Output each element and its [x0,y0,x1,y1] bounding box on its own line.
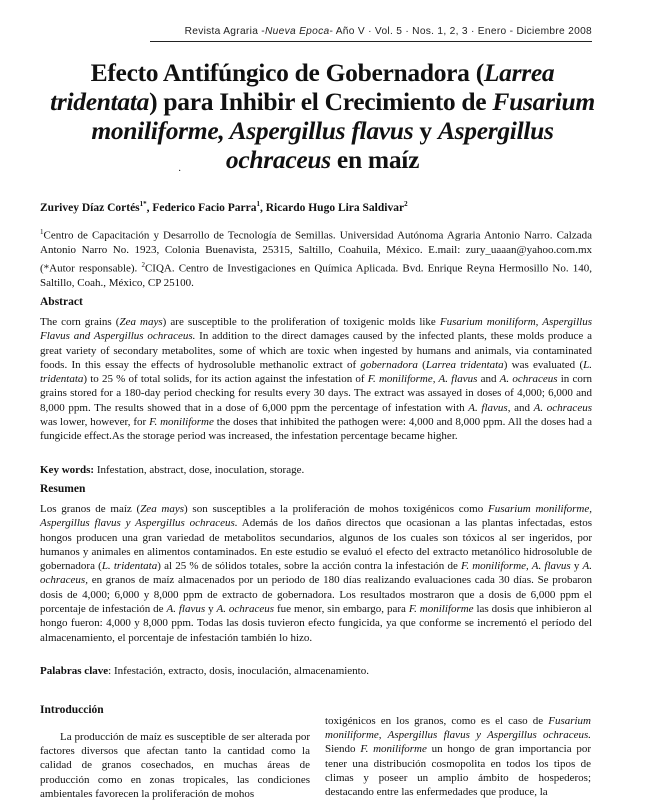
text-run: Zea mays [140,503,185,515]
text-run: F. moniliforme, A. flavus [367,373,478,386]
text-run: ) are susceptible to the proliferation of toxigenic molds like [162,316,440,328]
text-run: un hongo de gran importancia por tener una distribución cosmopolita en todos los tipos de climas y poseer un amplio ámbito de hospederos; destacando entre las enfermedades que produce, la [325,743,591,799]
title-part: ) para Inhibir el Crecimiento de [149,87,493,116]
title-part: Aspergillus ochraceus [225,116,554,174]
affiliations [40,225,592,290]
text-run: Siendo [325,743,361,756]
text-run: L. tridentata [101,560,158,573]
aff-sup: 1 [40,228,44,236]
paper-title [40,58,605,174]
journal-header [0,26,592,37]
aff-sup: 2 [141,260,145,269]
aff-text: Centro de Capacitación y Desarrollo de Tecnología de Semillas. Universidad Autónoma Agraria Antonio Narro. Calzada Antonio Narro No. 1923, Colonia Buenavista, 25315, Saltillo, Coahuila, México. E.mail: zury_uaaan@yahoo.com.mx (*Autor responsable). [40,229,592,275]
text-run: and [477,373,500,386]
resumen-heading: Resumen [40,483,86,495]
abstract-heading: Abstract [40,296,83,308]
journal-name: Revista Agraria - [184,26,265,37]
journal-issue: - Año V · Vol. 5 · Nos. 1, 2, 3 · Enero - Diciembre 2008 [329,26,592,37]
palabras-clave [40,664,592,678]
text-run: ) to 25 % of total solids, for its action against the infestation of [83,373,368,386]
keywords-label: Key words: [40,464,95,476]
text-run: A. flavus [166,603,206,616]
abstract-body [40,315,592,444]
text-run: Fusarium moniliforme, Aspergillus flavus y Aspergillus ochraceus. [325,715,591,742]
text-run: ) was evaluated ( [503,358,584,371]
text-run: F. moniliforme [408,603,474,616]
text-run: ( [417,358,426,371]
title-part: Fusarium moniliforme, Aspergillus flavus [91,87,595,145]
text-run: F. moniliforme [360,743,427,756]
author-name: , Federico Facio Parra [146,201,257,214]
intro-left-column [40,730,310,801]
text-run: A. ochraceus [499,373,558,386]
intro-heading: Introducción [40,704,104,716]
intro-right-column [325,714,591,799]
header-rule [150,41,592,42]
text-run: In addition to the direct damages caused by the infected plants, these molds produce a great variety of secondary metabolites, some of which are toxic when ingested by humans and animals, via contaminated foods. In this essay the effects of hydrosoluble methanolic extract of [40,330,592,371]
title-part: Larrea tridentata [50,58,555,116]
text-run: Zea mays [119,316,163,328]
text-run: F. moniliforme, A. flavus [461,560,571,573]
text-run: F. moniliforme [149,416,214,429]
text-run: was lower, however, for [40,416,150,429]
author-sup: 1 [256,200,260,208]
text-run: las dosis que inhibieron al hongo fueron: 4,000 y 8,000 ppm. Todas las dosis tuvieron efecto fungicida, ya que conforme se incrementó el período del almacenamiento, el porcentaje de infestación también lo hizo. [40,603,592,644]
text-run: The corn grains ( [40,316,120,328]
keywords-text: Infestation, abstract, dose, inoculation, storage. [94,464,305,476]
text-run: the doses that inhibited the pathogen were: 4,000 and 8,000 ppm. All the doses had a fungicide effect.As the storage period was increased, the infestation percentage became higher. [40,416,592,443]
text-run: Los granos de maíz ( [40,503,141,515]
text-run: Larrea tridentata [425,358,504,371]
title-dot: · [178,166,182,177]
keywords [40,463,592,477]
aff-text: CIQA. Centro de Investigaciones en Química Aplicada. Bvd. Enrique Reyna Hermosillo No. 140, Saltillo, Coah., México, CP 25100. [40,262,592,289]
palabras-label: Palabras clave [40,665,109,677]
text-run: in corn grains stored for a 180-day period checking for results every 30 days. The extract was assayed in doses of 4,000; 6,000 and 8,000 ppm. The results showed that in a dose of 6,000 ppm the percentage of infestation with [40,373,592,414]
text-run: A. ochraceus [216,603,275,616]
text-run: , and [507,401,534,414]
text-run: fue menor, sin embargo, para [274,603,409,616]
text-run: y [205,603,217,616]
author-list [40,200,408,214]
title-part: en maíz [330,145,420,174]
text-run: en granos de maíz almacenados por un periodo de 180 días realizando evaluaciones cada 30 días. Se probaron dosis de 4,000; 6,000 y 8,000 ppm de extracto de gobernadora. Los resultados mostraron que a dosis de 6,000 ppm el porcentaje de infestación de [40,574,592,616]
author-sup: 2 [404,200,408,208]
title-part: y [413,116,438,145]
text-run: A. ochraceus, [40,560,593,587]
text-run: y [570,560,583,573]
text-run: ) son susceptibles a la proliferación de mohos toxigénicos como [184,503,488,515]
author-name: Zurivey Díaz Cortés [40,201,140,214]
text-run: toxigénicos en los granos, como es el caso de [325,715,549,727]
journal-series: Nueva Epoca [264,26,330,37]
title-part: Efecto Antifúngico de Gobernadora ( [90,58,484,87]
text-run: Fusarium moniliform, Aspergillus Flavus and Aspergillus ochraceus. [40,316,592,343]
author-sup: 1* [139,200,147,208]
author-name: , Ricardo Hugo Lira Saldivar [260,201,405,214]
intro-left-text: La producción de maíz es susceptible de ser alterada por factores diversos que afectan tanto la cantidad como la calidad de granos cosechados, en muchas áreas de producción como en zonas tropicales, las condiciones ambientales favorecen la proliferación de mohos [40,731,310,800]
text-run: L. tridentata [40,358,593,386]
palabras-text: : Infestación, extracto, dosis, inoculación, almacenamiento. [108,665,369,677]
text-run: ) al 25 % de sólidos totales, sobre la acción contra la infestación de [157,560,462,573]
text-run: A. ochraceus [533,401,592,414]
text-run: A. flavus [468,401,508,414]
text-run: gobernadora [360,358,418,371]
text-run: Fusarium moniliforme, Aspergillus flavus y Aspergillus ochraceus. [40,503,593,530]
resumen-body [40,502,592,645]
text-run: Además de los daños directos que ocasionan a las plantas infectadas, estos hongos producen una gran variedad de metabolitos secundarios, algunos de los cuales son tóxicos al ser ingeridos, por humanos y animales en alimentos contaminados. En este estudio se evaluó el efecto del extracto metanólico hidrosoluble de gobernadora ( [40,517,592,573]
